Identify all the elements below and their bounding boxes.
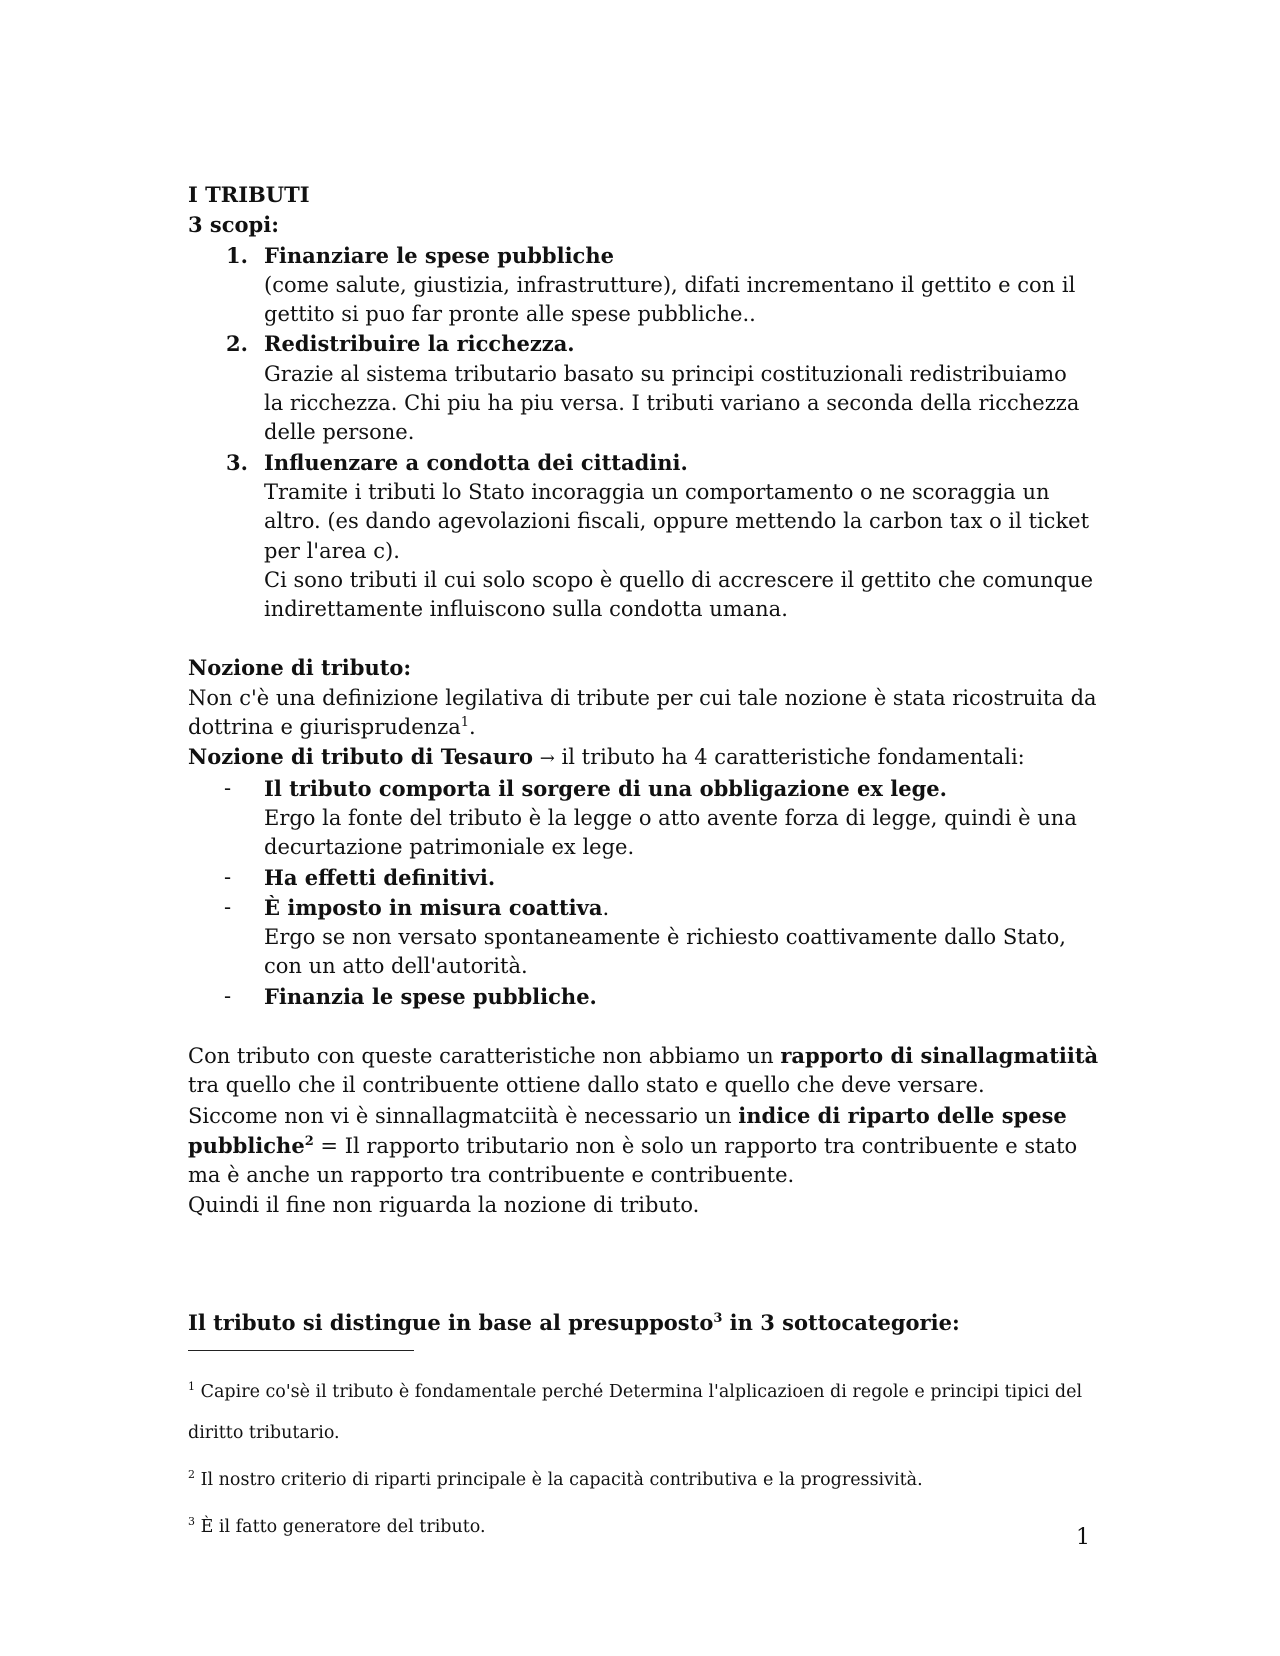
nozione-text: Non c'è una definizione legilativa di tribute per cui tale nozione è stata ricostruita da <box>188 685 1097 710</box>
footnote-ref[interactable]: 3 <box>713 1310 723 1326</box>
footnote: $^1$ Capire co'sè il tributo è fondamentale perché Determina l'alplicazioen di regole e principi tipici del diritto tributario. <box>188 1379 1083 1443</box>
scopo-text: Grazie al sistema tributario basato su principi costituzionali redistribuiamo <box>264 361 1067 386</box>
scopo-title: Redistribuire la ricchezza. <box>264 331 575 357</box>
caratteristica-text: Ergo la fonte del tributo è la legge o atto avente forza di legge, quindi è una <box>264 805 1077 830</box>
scopo-text: delle persone. <box>264 420 415 445</box>
paragraph-line: Siccome non vi è sinnallagmatciità è necessario un indice di riparto delle spese <box>188 1102 1067 1128</box>
section-heading: Il tributo si distingue in base al presupposto$^3$ in 3 sottocategorie: <box>188 1309 960 1335</box>
scopo-text: altro. (es dando agevolazioni fiscali, oppure mettendo la carbon tax o il ticket <box>264 509 1090 534</box>
caratteristica-item <box>188 893 1100 982</box>
caratteristica-item <box>188 982 1100 1012</box>
scopo-text: gettito si puo far pronte alle spese pubbliche.. <box>264 302 756 327</box>
scopo-text: Tramite i tributi lo Stato incoraggia un comportamento o ne scoraggia un <box>264 479 1050 504</box>
caratteristica-title: Finanzia le spese pubbliche. <box>264 983 597 1009</box>
scopi-heading: 3 scopi: <box>188 212 279 238</box>
footnote-number: 2 <box>188 1468 195 1482</box>
caratteristica-text: decurtazione patrimoniale ex lege. <box>264 835 635 860</box>
page-number: 1 <box>1076 1525 1090 1550</box>
caratteristica-item <box>188 774 1100 863</box>
list-dash: - <box>224 775 232 800</box>
caratteristica-title: Ha effetti definitivi. <box>264 864 496 890</box>
paragraph-line: Quindi il fine non riguarda la nozione di tributo. <box>188 1192 700 1217</box>
list-number: 2. <box>226 331 248 357</box>
footnote-separator <box>188 1350 414 1351</box>
paragraph-line: tra quello che il contribuente ottiene dallo stato e quello che deve versare. <box>188 1073 985 1098</box>
scopo-text: la ricchezza. Chi piu ha piu versa. I tributi variano a seconda della ricchezza <box>264 391 1080 416</box>
nozione-heading: Nozione di tributo: <box>188 655 412 681</box>
caratteristica-text: con un atto dell'autorità. <box>264 954 528 979</box>
footnote: $^3$ È il fatto generatore del tributo. <box>188 1515 486 1537</box>
paragraph-line: pubbliche$^2$ = Il rapporto tributario non è solo un rapporto tra contribuente e stato <box>188 1132 1078 1158</box>
footnotes <box>188 1362 1100 1562</box>
scopo-text: (come salute, giustizia, infrastrutture), difati incrementano il gettito e con il <box>264 272 1076 297</box>
footnote-number: 1 <box>188 1379 195 1393</box>
list-dash: - <box>224 983 232 1008</box>
list-number: 3. <box>226 449 248 475</box>
scopo-text: indirettamente influiscono sulla condotta umana. <box>264 597 788 622</box>
arrow-right-icon: → <box>539 748 555 770</box>
document-title: I TRIBUTI <box>188 182 310 207</box>
list-dash: - <box>224 894 232 919</box>
paragraph-line: ma è anche un rapporto tra contribuente e contribuente. <box>188 1163 795 1188</box>
nozione-text: dottrina e giurisprudenza$^1$. <box>188 715 476 740</box>
footnote-number: 3 <box>188 1515 195 1529</box>
scopo-item <box>188 241 1100 330</box>
caratteristica-title: Il tributo comporta il sorgere di una obbligazione ex lege. <box>264 775 947 801</box>
footnote: $^2$ Il nostro criterio di riparti principale è la capacità contributiva e la progressività. <box>188 1468 923 1490</box>
footnote-ref[interactable]: 1 <box>460 715 470 731</box>
caratteristica-title: È imposto in misura coattiva. <box>264 894 610 920</box>
tesauro-line: Nozione di tributo di Tesauro → il tributo ha 4 caratteristiche fondamentali: <box>188 744 1025 770</box>
scopo-item <box>188 448 1100 625</box>
scopo-title: Influenzare a condotta dei cittadini. <box>264 449 688 475</box>
scopo-text: Ci sono tributi il cui solo scopo è quello di accrescere il gettito che comunque <box>264 567 1094 592</box>
scopo-item <box>188 329 1100 447</box>
caratteristica-item <box>188 863 1100 893</box>
caratteristica-text: Ergo se non versato spontaneamente è richiesto coattivamente dallo Stato, <box>264 925 1066 950</box>
scopo-title: Finanziare le spese pubbliche <box>264 242 614 268</box>
list-number: 1. <box>226 242 248 268</box>
footnote-ref[interactable]: 2 <box>304 1133 314 1149</box>
list-dash: - <box>224 864 232 889</box>
body-text <box>188 180 1100 1338</box>
scopo-text: per l'area c). <box>264 538 400 563</box>
paragraph-line: Con tributo con queste caratteristiche non abbiamo un rapporto di sinallagmatiità <box>188 1043 1099 1069</box>
